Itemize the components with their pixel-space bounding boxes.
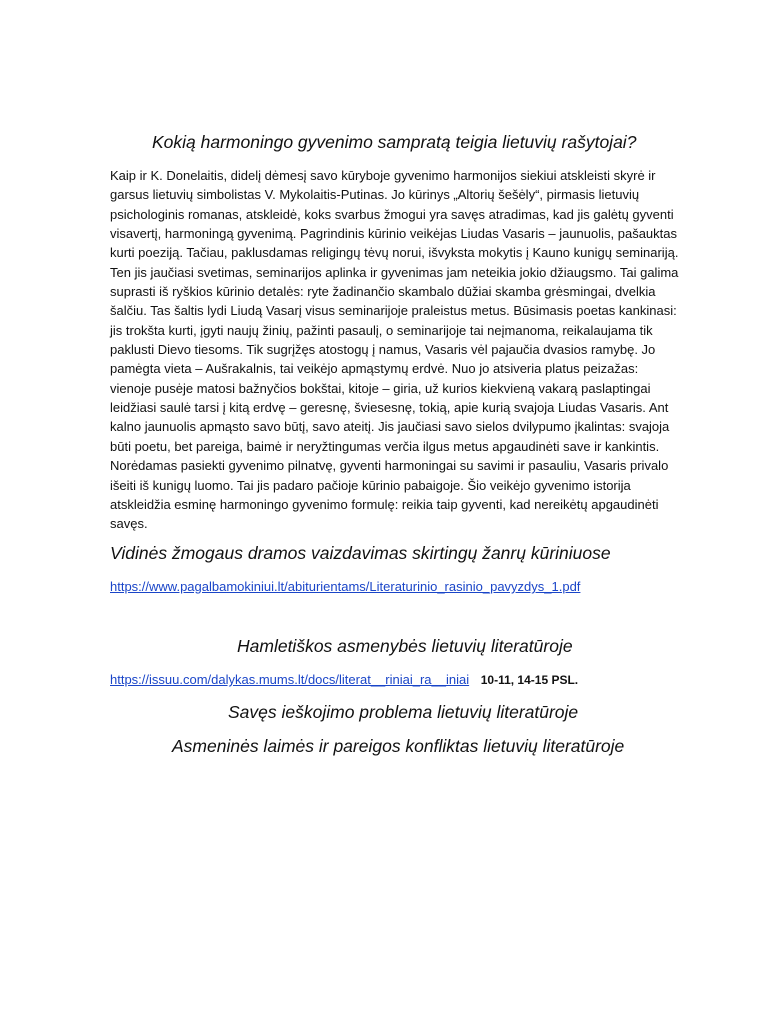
pdf-link[interactable]: https://www.pagalbamokiniui.lt/abiturientams/Literaturinio_rasinio_pavyzdys_1.pdf [110,579,581,594]
heading-harmonious-life-question: Kokią harmoningo gyvenimo sampratą teigia lietuvių rašytojai? [152,132,637,152]
heading-hamletic-personalities: Hamletiškos asmenybės lietuvių literatūroje [237,636,573,656]
essay-line: Norėdamas pasiekti gyvenimo pilnatvę, gyventi harmoningai su savimi ir pasauliu, Vasaris privalo [110,458,669,474]
essay-line: kalno jaunuolis apmąsto savo būtį, savo ateitį. Jis jaučiasi savo sielos dvilypumo įkalintas: svajoja [110,419,670,435]
essay-line: garsus lietuvių simbolistas V. Mykolaitis-Putinas. Jo kūrinys „Altorių šešėly“, pirmasis lietuvių [110,187,640,203]
issuu-link-row [110,672,578,687]
essay-line: visavertį, harmoningą gyvenimą. Pagrindinis kūrinio veikėjas Liudas Vasaris – jaunuolis, pašauktas [110,226,677,242]
essay-paragraph [110,166,750,534]
essay-line: šalčiu. Tas šaltis lydi Liudą Vasarį visus seminarijoje praleistus metus. Būsimasis poetas kankinasi: [110,303,677,319]
essay-line: būti poetu, bet pareiga, baimė ir neryžtingumas verčia ilgus metus apgaudinėti save ir kankintis. [110,438,660,454]
issuu-link[interactable]: https://issuu.com/dalykas.mums.lt/docs/literat__riniai_ra__iniai [110,672,470,687]
essay-line: savęs. [110,516,148,532]
heading-happiness-duty-conflict: Asmeninės laimės ir pareigos konfliktas lietuvių literatūroje [172,736,625,756]
essay-line: suprasti iš ryškios kūrinio detalės: ryte žadinančio skambalo dūžiai skamba grėsmingai, dvelkia [110,284,656,300]
page-reference: 10-11, 14-15 PSL. [480,673,579,687]
essay-line: atskleidžia esminę harmoningo gyvenimo formulę: reikia taip gyventi, kad nereikėtų apgaudinėti [110,496,659,512]
heading-self-search: Savęs ieškojimo problema lietuvių literatūroje [228,702,579,722]
essay-line: jis trokšta kurti, įgyti naujų žinių, pažinti pasaulį, o seminarijoje tai neįmanoma, reikalaujama tik [110,322,653,338]
heading-inner-drama: Vidinės žmogaus dramos vaizdavimas skirtingų žanrų kūriniuose [110,543,611,563]
essay-line: psichologinis romanas, atskleidė, koks svarbus žmogui yra savęs atradimas, kad jis galėtų gyventi [110,206,674,222]
pdf-link-row [110,579,580,594]
essay-line: pamėgta vieta – Aušrakalnis, tai veikėjo apmąstymų erdvė. Nuo jo atsiveria platus peizažas: [110,361,639,377]
essay-line: vienoje pusėje matosi bažnyčios bokštai, kitoje – giria, už kurios kiekvieną vakarą paslaptingai [110,380,651,396]
essay-line: paklusti Dievo tiesoms. Tik sugrįžęs atostogų į namus, Vasaris vėl pajaučia dvasios ramybę. Jo [110,342,656,358]
essay-line: kurti poeziją. Tačiau, paklusdamas religingų tėvų norui, išvyksta mokytis į Kauno kunigų seminariją. [110,245,679,261]
essay-line: leidžiasi saulė tarsi į kitą erdvę – geresnę, šviesesnę, tokią, apie kurią svajoja Liudas Vasaris. Ant [110,400,669,416]
essay-line: išeiti iš kunigų luomo. Tai jis padaro pačioje kūrinio pabaigoje. Šio veikėjo gyvenimo istorija [110,477,631,493]
essay-line: Ten jis jaučiasi svetimas, seminarijos aplinka ir gyvenimas jam neteikia jokio džiaugsmo. Tai galima [110,264,679,280]
essay-line: Kaip ir K. Donelaitis, didelį dėmesį savo kūryboje gyvenimo harmonijos siekiui atskleisti skyrė ir [110,168,656,183]
